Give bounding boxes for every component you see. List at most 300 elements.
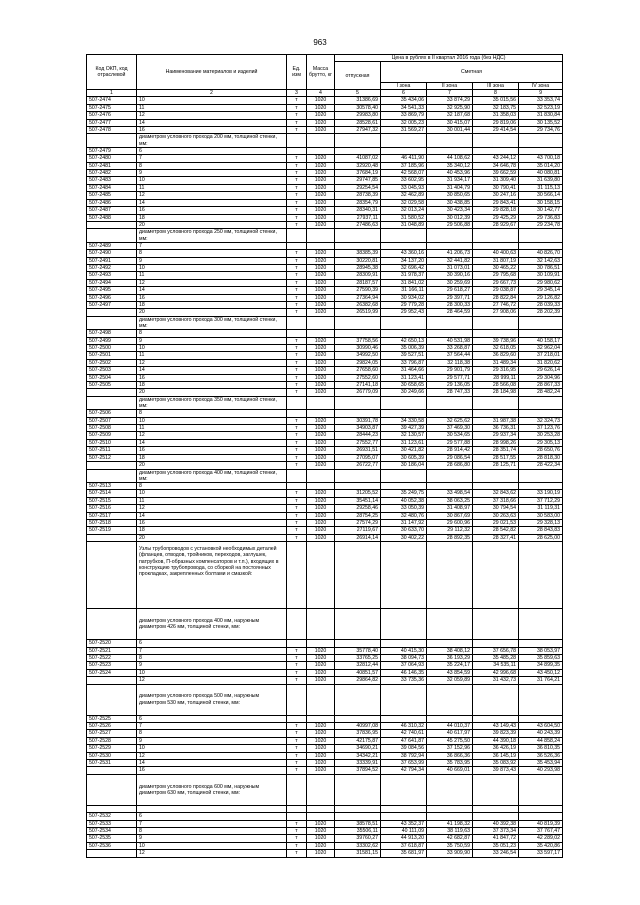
empty-cell [427,469,473,482]
code-cell: 507-2485 [87,192,137,199]
empty-cell [307,229,335,242]
zone-4-price-cell: 28 818,30 [519,454,563,461]
unit-cell: т [287,454,307,461]
release-price-cell: 29254,54 [335,184,381,191]
zone-3-price-cell [473,813,519,820]
table-row [87,417,563,424]
name-cell: 11 [137,497,287,504]
release-price-cell: 32920,48 [335,162,381,169]
zone-4-price-cell: 34 899,35 [519,662,563,669]
empty-cell [519,134,563,147]
empty-cell [335,316,381,329]
code-cell: 507-2504 [87,374,137,381]
code-cell: 507-2508 [87,425,137,432]
name-cell: 7 [137,155,287,162]
column-number: 5 [335,90,381,97]
zone-4-price-cell: 29 626,14 [519,367,563,374]
mass-cell: 1020 [307,439,335,446]
name-cell: 16 [137,294,287,301]
mass-cell: 1020 [307,264,335,271]
zone-3-price-cell: 35 051,23 [473,842,519,849]
zone-1-price-cell: 32 696,42 [381,264,427,271]
unit-cell: т [287,527,307,534]
mass-cell: 1020 [307,214,335,221]
empty-cell [519,469,563,482]
code-cell: 507-2535 [87,835,137,842]
zone-4-price-cell: 29 345,14 [519,287,563,294]
zone-2-price-cell: 29 901,79 [427,367,473,374]
release-price-cell: 27486,63 [335,221,381,228]
zone-3-price-cell [473,640,519,647]
unit-cell: т [287,170,307,177]
empty-cell [307,684,335,715]
description-cell: диаметром условного прохода 400 мм, толщиной стенки, мм: [137,469,287,482]
zone-2-price-cell: 29 136,05 [427,382,473,389]
zone-2-price-cell: 30 012,39 [427,214,473,221]
code-cell [87,396,137,409]
code-cell: 507-2498 [87,330,137,337]
zone-2-price-cell: 30 850,65 [427,192,473,199]
mass-cell: 1020 [307,662,335,669]
name-cell: 12 [137,279,287,286]
empty-cell [287,134,307,147]
name-cell: 8 [137,162,287,169]
zone-2-price-cell: 45 275,50 [427,737,473,744]
table-row [87,352,563,359]
zone-3-price-cell: 36 736,31 [473,425,519,432]
zone-2-price-cell: 32 059,89 [427,677,473,684]
zone-4-price-cell: 30 253,28 [519,432,563,439]
mass-cell: 1020 [307,119,335,126]
release-price-cell: 27947,32 [335,127,381,134]
table-row [87,214,563,221]
empty-cell [473,609,519,640]
subsection-heading-row [87,774,563,805]
empty-cell [287,542,307,609]
mass-cell: 1020 [307,207,335,214]
zone-4-price-cell: 29 126,82 [519,294,563,301]
zone-2-price-cell: 42 682,87 [427,835,473,842]
code-cell: 507-2520 [87,640,137,647]
mass-cell: 1020 [307,97,335,104]
code-cell: 507-2494 [87,279,137,286]
release-price-cell: 34690,21 [335,745,381,752]
zone-4-price-cell: 32 962,04 [519,345,563,352]
release-price-cell: 32812,44 [335,662,381,669]
name-cell: 10 [137,264,287,271]
zone-1-price-cell: 32 480,76 [381,512,427,519]
empty-cell [473,684,519,715]
release-price-cell: 31386,69 [335,97,381,104]
zone-3-price-cell: 29 937,34 [473,432,519,439]
zone-3-price-cell: 29 021,53 [473,519,519,526]
zone-1-price-cell: 42 740,61 [381,730,427,737]
table-row [87,170,563,177]
zone-3-price-cell: 39 738,96 [473,337,519,344]
unit-cell: т [287,382,307,389]
mass-cell: 1020 [307,374,335,381]
zone-4-price-cell: 30 142,77 [519,207,563,214]
name-cell: 6 [137,640,287,647]
table-row [87,730,563,737]
name-cell: 12 [137,752,287,759]
unit-cell: т [287,301,307,308]
zone-3-price-cell: 37 373,34 [473,828,519,835]
zone-2-price-cell: 32 441,82 [427,257,473,264]
code-cell: 507-2513 [87,482,137,489]
mass-cell: 1020 [307,184,335,191]
zone-4-price-cell: 35 420,86 [519,842,563,849]
zone-1-price-cell: 31 580,52 [381,214,427,221]
empty-cell [381,469,427,482]
empty-cell [473,774,519,805]
empty-cell [427,774,473,805]
zone-2-price-cell: 35 783,95 [427,760,473,767]
zone-4-price-cell: 31 830,84 [519,112,563,119]
zone-3-price-cell [473,805,519,812]
mass-cell: 1020 [307,505,335,512]
name-cell: 8 [137,730,287,737]
page-number: 963 [313,38,327,47]
unit-cell: т [287,850,307,857]
zone-4-price-cell: 36 526,36 [519,752,563,759]
zone-1-price-cell [381,482,427,489]
zone-4-price-cell: 30 158,15 [519,199,563,206]
zone-1-price-cell: 32 029,58 [381,199,427,206]
code-cell [87,534,137,541]
empty-cell [519,316,563,329]
unit-header: Ед. изм [287,55,307,90]
name-cell: 10 [137,490,287,497]
empty-cell [473,396,519,409]
release-price-cell: 31581,15 [335,850,381,857]
column-number: 6 [381,90,427,97]
release-price-cell: 27574,29 [335,519,381,526]
zone-1-price-cell: 37 185,96 [381,162,427,169]
zone-2-header: II зона [427,82,473,89]
zone-4-price-cell: 33 353,74 [519,97,563,104]
zone-1-price-cell [381,147,427,154]
table-row [87,337,563,344]
empty-cell [473,229,519,242]
unit-cell [287,482,307,489]
column-number: 2 [137,90,287,97]
mass-cell: 1020 [307,382,335,389]
zone-3-price-cell [473,330,519,337]
zone-3-price-cell: 28 929,67 [473,221,519,228]
mass-cell: 1020 [307,647,335,654]
release-price-cell: 33765,25 [335,654,381,661]
code-cell [87,850,137,857]
subsection-heading-row [87,229,563,242]
name-cell: 11 [137,104,287,111]
name-cell [137,805,287,812]
code-cell [87,542,137,609]
code-cell: 507-2531 [87,760,137,767]
zone-3-price-cell: 39 662,59 [473,170,519,177]
column-number: 4 [307,90,335,97]
empty-cell [381,134,427,147]
release-price-cell: 38385,39 [335,250,381,257]
name-cell: 18 [137,527,287,534]
zone-3-price-cell: 32 843,62 [473,490,519,497]
empty-cell [381,609,427,640]
zone-1-price-cell: 37 064,93 [381,662,427,669]
release-price-cell: 28738,39 [335,192,381,199]
mass-cell: 1020 [307,104,335,111]
unit-cell: т [287,677,307,684]
zone-4-price-cell: 33 190,19 [519,490,563,497]
zone-4-price-cell: 33 597,17 [519,850,563,857]
code-cell: 507-2474 [87,97,137,104]
empty-cell [335,542,381,609]
zone-3-price-cell: 28 517,55 [473,454,519,461]
release-price-cell [335,715,381,722]
zone-2-price-cell: 29 397,71 [427,294,473,301]
zone-2-price-cell: 28 747,33 [427,389,473,396]
unit-cell: т [287,155,307,162]
code-cell: 507-2493 [87,272,137,279]
zone-2-price-cell: 37 469,30 [427,425,473,432]
name-cell: 20 [137,309,287,316]
mass-cell: 1020 [307,527,335,534]
zone-2-price-cell: 38 408,12 [427,647,473,654]
unit-cell [287,805,307,812]
zone-2-price-cell: 40 453,96 [427,170,473,177]
release-price-cell: 26779,09 [335,389,381,396]
mass-cell: 1020 [307,850,335,857]
zone-2-price-cell: 29 600,96 [427,519,473,526]
zone-3-price-cell: 31 987,38 [473,417,519,424]
mass-cell: 1020 [307,425,335,432]
name-cell: 10 [137,745,287,752]
name-cell: 9 [137,337,287,344]
name-cell: 16 [137,519,287,526]
zone-4-price-cell [519,242,563,249]
mass-cell: 1020 [307,512,335,519]
zone-1-price-cell: 29 779,28 [381,301,427,308]
subsection-heading-row [87,609,563,640]
zone-2-price-cell: 28 300,33 [427,301,473,308]
zone-1-price-cell: 35 006,39 [381,345,427,352]
zone-4-price-cell: 28 202,39 [519,309,563,316]
zone-2-price-cell [427,813,473,820]
mass-cell: 1020 [307,287,335,294]
mass-cell: 1020 [307,497,335,504]
code-header: Код ОКП, код отраслевой [87,55,137,90]
unit-cell: т [287,97,307,104]
release-price-cell: 29824,05 [335,359,381,366]
release-price-cell: 37894,52 [335,767,381,774]
zone-3-price-cell: 44 390,18 [473,737,519,744]
table-row [87,760,563,767]
name-cell: 10 [137,177,287,184]
release-price-cell: 26914,14 [335,534,381,541]
description-cell: диаметром условного прохода 400 мм, наружным диаметром 426 мм, толщиной стенки, мм: [137,609,287,640]
zone-1-price-cell: 33 796,87 [381,359,427,366]
zone-1-price-cell [381,242,427,249]
zone-1-price-cell: 42 794,34 [381,767,427,774]
zone-3-price-cell: 28 125,71 [473,462,519,469]
zone-2-price-cell: 36 866,36 [427,752,473,759]
release-price-cell: 33339,91 [335,760,381,767]
code-cell: 507-2532 [87,813,137,820]
mass-cell: 1020 [307,842,335,849]
table-row [87,367,563,374]
table-row [87,454,563,461]
zone-4-price-cell: 28 843,83 [519,527,563,534]
zone-3-price-cell: 33 246,54 [473,850,519,857]
mass-cell [307,242,335,249]
zone-1-price-cell: 30 249,66 [381,389,427,396]
name-cell: 14 [137,439,287,446]
unit-cell: т [287,647,307,654]
name-cell: 7 [137,820,287,827]
column-number: 3 [287,90,307,97]
description-cell: диаметром условного прохода 200 мм, толщиной стенки, мм: [137,134,287,147]
price-header: Цена в рублях в II квартал 2016 года (без НДС) [335,55,563,62]
table-row [87,127,563,134]
mass-cell: 1020 [307,760,335,767]
mass-cell: 1020 [307,677,335,684]
mass-cell: 1020 [307,359,335,366]
code-cell: 507-2501 [87,352,137,359]
table-row [87,447,563,454]
mass-cell: 1020 [307,301,335,308]
zone-1-price-cell [381,715,427,722]
mass-cell: 1020 [307,250,335,257]
release-price-cell: 26382,68 [335,301,381,308]
zone-2-price-cell: 29 577,71 [427,374,473,381]
zone-3-price-cell: 37 318,66 [473,497,519,504]
table-row [87,242,563,249]
zone-2-price-cell: 41 198,32 [427,820,473,827]
name-cell: 8 [137,654,287,661]
code-cell: 507-2482 [87,170,137,177]
name-cell: 9 [137,170,287,177]
zone-1-price-cell: 30 186,04 [381,462,427,469]
zone-3-price-cell [473,147,519,154]
release-price-cell: 28309,91 [335,272,381,279]
zone-3-price-cell: 30 247,16 [473,192,519,199]
zone-3-price-cell: 32 618,05 [473,345,519,352]
description-cell: диаметром условного прохода 300 мм, толщиной стенки, мм: [137,316,287,329]
table-row [87,382,563,389]
release-price-cell: 35506,11 [335,828,381,835]
zone-3-price-cell: 28 351,74 [473,447,519,454]
zone-1-price-cell: 31 147,92 [381,519,427,526]
zone-4-price-cell: 30 135,52 [519,119,563,126]
unit-cell: т [287,425,307,432]
zone-4-price-cell: 28 867,33 [519,382,563,389]
zone-1-price-cell: 34 541,33 [381,104,427,111]
name-cell: 14 [137,367,287,374]
zone-3-price-cell: 28 566,08 [473,382,519,389]
unit-cell: т [287,654,307,661]
release-price-cell: 37758,56 [335,337,381,344]
subsection-heading-row [87,134,563,147]
mass-cell: 1020 [307,519,335,526]
zone-4-price-cell: 32 324,73 [519,417,563,424]
zone-3-price-cell: 36 145,19 [473,752,519,759]
zone-2-price-cell: 29 506,88 [427,221,473,228]
zone-2-price-cell [427,147,473,154]
zone-4-price-cell: 35 014,20 [519,162,563,169]
unit-cell: т [287,214,307,221]
code-cell: 507-2517 [87,512,137,519]
table-row [87,512,563,519]
zone-1-price-cell: 47 641,87 [381,737,427,744]
zone-3-price-cell: 28 327,41 [473,534,519,541]
zone-3-price-cell: 42 996,68 [473,669,519,676]
name-cell: 18 [137,454,287,461]
zone-2-price-cell: 32 187,68 [427,112,473,119]
subsection-heading-row [87,316,563,329]
zone-1-price-cell: 34 330,58 [381,417,427,424]
mass-cell: 1020 [307,155,335,162]
zone-2-price-cell: 43 854,59 [427,669,473,676]
code-cell: 507-2491 [87,257,137,264]
code-cell: 507-2536 [87,842,137,849]
zone-2-price-cell: 32 925,90 [427,104,473,111]
zone-3-price-cell: 29 425,29 [473,214,519,221]
zone-2-price-cell [427,330,473,337]
table-row [87,850,563,857]
release-price-cell: 27658,60 [335,367,381,374]
zone-4-price-cell: 44 858,24 [519,737,563,744]
code-cell: 507-2499 [87,337,137,344]
unit-cell: т [287,447,307,454]
zone-3-price-cell: 29 819,06 [473,119,519,126]
table-row [87,519,563,526]
name-cell: 10 [137,417,287,424]
release-price-cell: 34342,21 [335,752,381,759]
name-cell: 14 [137,287,287,294]
zone-4-price-cell [519,640,563,647]
name-header: Наименование материалов и изделий [137,55,287,90]
empty-cell [427,134,473,147]
zone-2-price-cell: 35 750,59 [427,842,473,849]
name-cell: 12 [137,359,287,366]
mass-cell: 1020 [307,654,335,661]
zone-1-price-cell [381,813,427,820]
name-cell: 20 [137,389,287,396]
unit-cell: т [287,367,307,374]
unit-cell: т [287,221,307,228]
mass-cell: 1020 [307,389,335,396]
table-row [87,640,563,647]
name-cell: 8 [137,410,287,417]
zone-3-price-cell: 28 998,26 [473,439,519,446]
mass-cell: 1020 [307,127,335,134]
table-row [87,432,563,439]
code-cell: 507-2505 [87,382,137,389]
zone-1-price-cell: 40 111,09 [381,828,427,835]
unit-cell [287,813,307,820]
code-cell: 507-2533 [87,820,137,827]
zone-4-price-cell: 28 422,34 [519,462,563,469]
release-price-cell: 40851,57 [335,669,381,676]
empty-cell [427,609,473,640]
empty-cell [335,134,381,147]
code-cell: 507-2514 [87,490,137,497]
release-price-cell: 28340,31 [335,207,381,214]
table-row [87,272,563,279]
name-cell: 12 [137,505,287,512]
table-row [87,462,563,469]
mass-header: Масса брутто, кг [307,55,335,90]
name-cell: 7 [137,647,287,654]
